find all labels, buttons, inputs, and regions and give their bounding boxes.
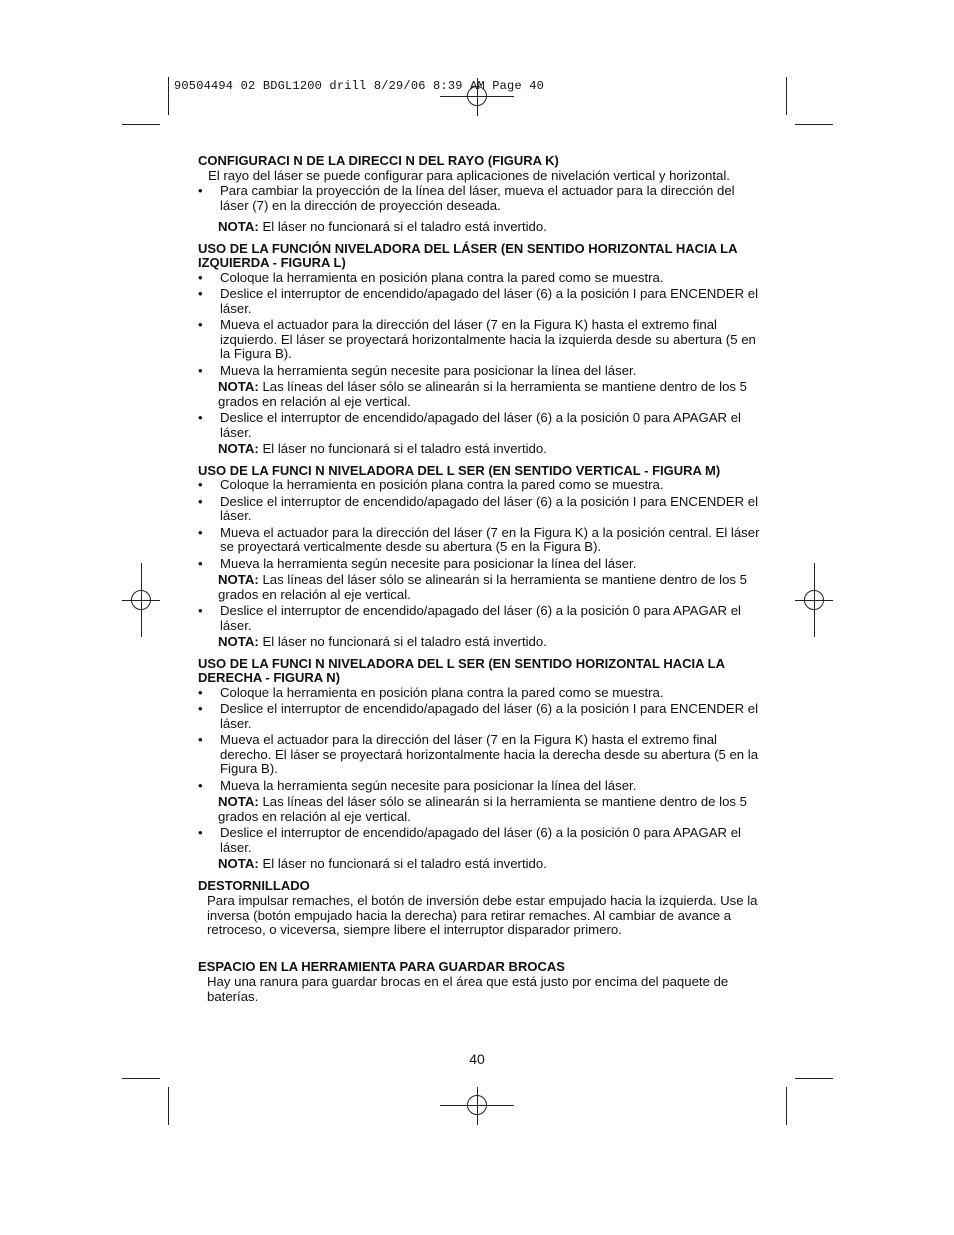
crop-mark-bottom-left-vertical (168, 1087, 169, 1125)
section-heading: ESPACIO EN LA HERRAMIENTA PARA GUARDAR BROCAS (198, 958, 565, 974)
list-item: • Mueva el actuador para la dirección del láser (7 en la Figura K) hasta el extremo final izquierdo. El láser se proyectará horizontalmente hacia la izquierda desde su abertura (5 en la Figura B). (198, 318, 760, 362)
reg-left-circle (131, 590, 151, 610)
crop-mark-top-right-vertical (786, 77, 787, 115)
note (218, 573, 760, 602)
crop-mark-top-left-vertical (168, 77, 169, 115)
crop-mark-top-left-horizontal (122, 124, 160, 125)
page-content (198, 154, 760, 1011)
crop-mark-bottom-right-horizontal (795, 1078, 833, 1079)
list-item: • Mueva la herramienta según necesite para posicionar la línea del láser. (198, 557, 760, 572)
note-label: NOTA: (218, 441, 259, 456)
list-item: • Coloque la herramienta en posición plana contra la pared como se muestra. (198, 686, 760, 701)
section-screwdriving (198, 879, 760, 938)
crop-mark-bottom-right-vertical (786, 1087, 787, 1125)
section-heading: DESTORNILLADO (198, 877, 310, 893)
note-text: Las líneas del láser sólo se alinearán si la herramienta se mantiene dentro de los 5 grados en relación al eje vertical. (218, 379, 748, 409)
list-item: • Mueva la herramienta según necesite para posicionar la línea del láser. (198, 364, 760, 379)
note-label: NOTA: (218, 856, 259, 871)
list-item: • Mueva el actuador para la dirección del láser (7 en la Figura K) a la posición central. El láser se proyectará verticalmente desde su abertura (5 en la Figura B). (198, 526, 760, 555)
bullet-list (198, 604, 760, 633)
list-item: • Deslice el interruptor de encendido/apagado del láser (6) a la posición 0 para APAGAR el láser. (198, 411, 760, 440)
note (218, 380, 760, 409)
list-item: • Deslice el interruptor de encendido/apagado del láser (6) a la posición I para ENCENDER el láser. (198, 287, 760, 316)
bullet-list (198, 826, 760, 855)
section-horizontal-right (198, 657, 760, 872)
note-label: NOTA: (218, 794, 259, 809)
note-text: El láser no funcionará si el taladro está invertido. (262, 219, 547, 234)
note (218, 220, 760, 235)
section-heading: USO DE LA FUNCI N NIVELADORA DEL L SER (EN SENTIDO VERTICAL - FIGURA M) (198, 462, 721, 478)
list-item: • Deslice el interruptor de encendido/apagado del láser (6) a la posición I para ENCENDER el láser. (198, 702, 760, 731)
section-paragraph: Hay una ranura para guardar brocas en el área que está justo por encima del paquete de baterías. (207, 974, 729, 1004)
crop-mark-top-right-horizontal (795, 124, 833, 125)
section-paragraph: Para impulsar remaches, el botón de inversión debe estar empujado hacia la izquierda. Use la inversa (botón empujado hacia la derecha) para retirar remaches. Al cambiar de avance a retroceso, o viceversa, siempre libere el interruptor disparador primero. (207, 893, 758, 937)
crop-mark-bottom-left-horizontal (122, 1078, 160, 1079)
print-slug: 90504494 02 BDGL1200 drill 8/29/06 8:39 AM Page 40 (174, 79, 545, 93)
note (218, 635, 760, 650)
list-item: • Deslice el interruptor de encendido/apagado del láser (6) a la posición I para ENCENDER el láser. (198, 495, 760, 524)
bullet-list (198, 411, 760, 440)
list-item: • Coloque la herramienta en posición plana contra la pared como se muestra. (198, 478, 760, 493)
section-bit-storage (198, 960, 760, 1005)
section-vertical (198, 464, 760, 650)
bullet-list (198, 686, 760, 794)
note-label: NOTA: (218, 634, 259, 649)
list-item: • Coloque la herramienta en posición plana contra la pared como se muestra. (198, 271, 760, 286)
list-item: • Mueva la herramienta según necesite para posicionar la línea del láser. (198, 779, 760, 794)
reg-right-circle (804, 590, 824, 610)
note-text: El láser no funcionará si el taladro está invertido. (262, 441, 547, 456)
note (218, 857, 760, 872)
section-horizontal-left (198, 242, 760, 457)
section-heading: CONFIGURACI N DE LA DIRECCI N DEL RAYO (FIGURA K) (198, 153, 559, 168)
note-label: NOTA: (218, 219, 259, 234)
note-text: El láser no funcionará si el taladro está invertido. (262, 856, 547, 871)
list-item: • Para cambiar la proyección de la línea del láser, mueva el actuador para la dirección del láser (7) en la dirección de proyección deseada. (198, 184, 760, 213)
note-text: Las líneas del láser sólo se alinearán si la herramienta se mantiene dentro de los 5 grados en relación al eje vertical. (218, 572, 748, 602)
list-item: • Mueva el actuador para la dirección del láser (7 en la Figura K) hasta el extremo final derecho. El láser se proyectará horizontalmente hacia la derecha desde su abertura (5 en la Figura B). (198, 733, 760, 777)
bullet-list (198, 478, 760, 571)
section-intro: El rayo del láser se puede configurar para aplicaciones de nivelación vertical y horizontal. (208, 167, 730, 183)
section-heading: USO DE LA FUNCI N NIVELADORA DEL L SER (EN SENTIDO HORIZONTAL HACIA LA DERECHA - FIGURA N) (198, 655, 725, 685)
note-text: Las líneas del láser sólo se alinearán si la herramienta se mantiene dentro de los 5 grados en relación al eje vertical. (218, 794, 748, 824)
list-item: • Deslice el interruptor de encendido/apagado del láser (6) a la posición 0 para APAGAR el láser. (198, 604, 760, 633)
bullet-list (198, 271, 760, 379)
section-beam-direction (198, 154, 760, 235)
bullet-list (198, 184, 760, 213)
reg-bottom-circle (467, 1095, 487, 1115)
section-heading: USO DE LA FUNCIÓN NIVELADORA DEL LÁSER (EN SENTIDO HORIZONTAL HACIA LA IZQUIERDA - FIGURA L) (198, 240, 738, 270)
note (218, 795, 760, 824)
page-number: 40 (469, 1051, 485, 1067)
note (218, 442, 760, 457)
note-text: El láser no funcionará si el taladro está invertido. (262, 634, 547, 649)
note-label: NOTA: (218, 379, 259, 394)
note-label: NOTA: (218, 572, 259, 587)
list-item: • Deslice el interruptor de encendido/apagado del láser (6) a la posición 0 para APAGAR el láser. (198, 826, 760, 855)
